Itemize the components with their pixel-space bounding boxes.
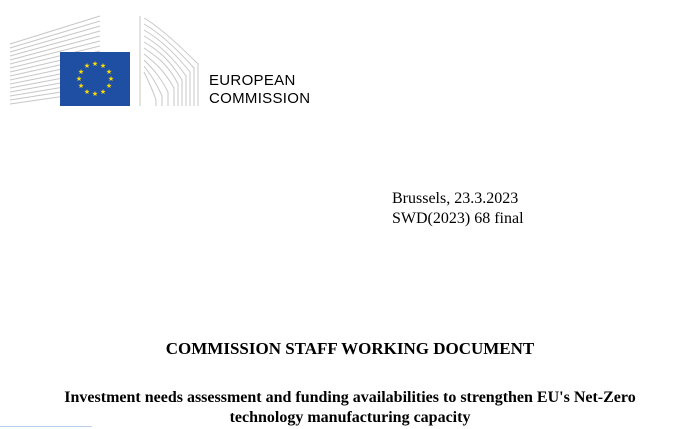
org-name-line-1: EUROPEAN xyxy=(209,72,296,89)
svg-text:★: ★ xyxy=(107,75,115,83)
org-name-line-2: COMMISSION xyxy=(209,90,311,107)
document-title-line-1: Investment needs assessment and funding availabilities to strengthen EU's Net-Zero xyxy=(64,389,636,406)
right-stripes xyxy=(140,16,198,106)
document-title-line-2: technology manufacturing capacity xyxy=(229,409,471,426)
european-commission-logo-icon xyxy=(8,14,208,109)
svg-text:★: ★ xyxy=(105,68,113,76)
svg-text:★: ★ xyxy=(83,62,91,70)
document-meta xyxy=(392,189,524,229)
svg-text:★: ★ xyxy=(99,88,107,96)
document-reference: SWD(2023) 68 final xyxy=(392,210,524,227)
svg-text:★: ★ xyxy=(91,90,99,98)
svg-text:★: ★ xyxy=(83,88,91,96)
document-type: COMMISSION STAFF WORKING DOCUMENT xyxy=(165,339,535,358)
svg-text:★: ★ xyxy=(91,60,99,68)
svg-text:★: ★ xyxy=(77,82,85,90)
svg-text:★: ★ xyxy=(99,62,107,70)
svg-text:★: ★ xyxy=(105,82,113,90)
svg-text:★: ★ xyxy=(75,75,83,83)
bottom-divider xyxy=(0,426,92,427)
svg-text:★: ★ xyxy=(77,68,85,76)
place-date: Brussels, 23.3.2023 xyxy=(392,190,519,207)
document-title xyxy=(20,388,680,428)
organization-name xyxy=(209,72,310,108)
